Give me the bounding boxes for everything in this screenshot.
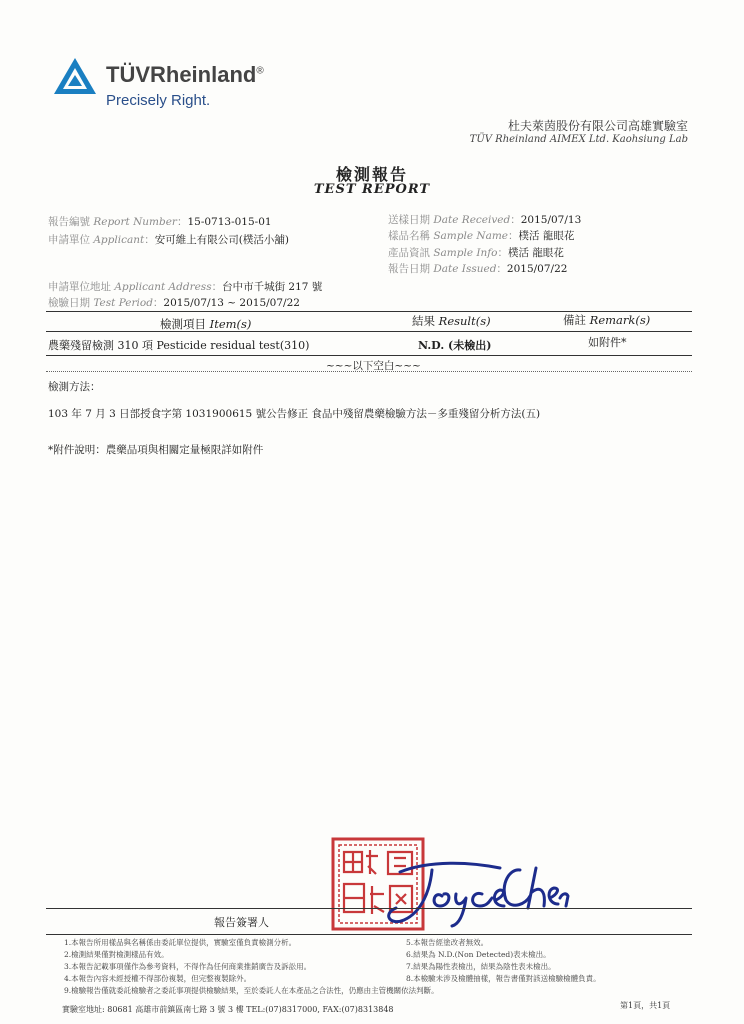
header-item: 檢測項目 Item(s): [160, 317, 252, 331]
handwritten-signature-icon: [360, 850, 570, 930]
test-period-field: 檢驗日期 Test Period：2015/07/13 ~ 2015/07/22: [48, 297, 300, 309]
sample-name-field: 樣品名稱 Sample Name：樸活 龍眼花: [388, 230, 575, 242]
tuv-logo-icon: [52, 56, 98, 96]
report-title-en: TEST REPORT: [313, 182, 431, 197]
footnote: 3.本報告記載事項僅作為參考資料，不得作為任何商業推銷廣告及訴訟用。: [64, 962, 312, 971]
table-header-rule: [46, 331, 692, 332]
footnote: 5.本報告經塗改者無效。: [406, 938, 489, 947]
table-row-rule: [46, 355, 692, 356]
lab-name-zh: 杜夫萊茵股份有限公司高雄實驗室: [507, 119, 688, 133]
report-title-zh: 檢測報告: [335, 165, 408, 184]
footnote: 4.本報告內容未經授權不得部份複製，但完整複製除外。: [64, 974, 252, 983]
footnote: 7.結果為陽性表檢出，結果為陰性表未檢出。: [406, 962, 556, 971]
brand-name: TÜVRheinland®: [106, 62, 264, 87]
date-received-value: 2015/07/13: [520, 214, 582, 226]
report-number-value: 15-0713-015-01: [187, 216, 272, 228]
report-number-field: 報告編號 Report Number：15-0713-015-01: [48, 216, 272, 228]
sample-info-value: 樸活 龍眼花: [508, 247, 564, 259]
method-heading: 檢測方法：: [48, 381, 101, 393]
row-remark: 如附件*: [588, 336, 627, 349]
footnote-9: 9.檢驗報告僅就委託檢驗者之委託事項提供檢驗結果，至於委託人在本產品之合法性，仍應由主管機關依法判斷。: [64, 986, 439, 995]
date-issued-field: 報告日期 Date Issued：2015/07/22: [388, 263, 568, 275]
footnote: 8.本檢驗未涉及檢體抽樣，報告書僅對該送檢驗檢體負責。: [406, 974, 601, 983]
brand-slogan: Precisely Right.: [106, 92, 211, 109]
date-received-field: 送樣日期 Date Received：2015/07/13: [388, 214, 582, 226]
applicant-address-field: 申請單位地址 Applicant Address：台中市千城街 217 號: [48, 281, 323, 293]
applicant-value: 安可維上有限公司(樸活小舖): [154, 234, 289, 246]
sample-name-value: 樸活 龍眼花: [518, 230, 575, 242]
lab-name-en: TÜV Rheinland AIMEX Ltd. Kaohsiung Lab: [469, 134, 688, 145]
header-remark: 備註 Remark(s): [563, 313, 651, 327]
test-period-value: 2015/07/13 ~ 2015/07/22: [163, 297, 300, 309]
blank-marker: ~~~以下空白~~~: [326, 360, 421, 372]
header-result: 結果 Result(s): [412, 314, 491, 328]
row-item: 農藥殘留檢測 310 項 Pesticide residual test(310): [48, 339, 310, 352]
attachment-note: *附件說明：農藥品項與相關定量極限詳如附件: [48, 444, 264, 456]
row-result: N.D. (未檢出): [418, 339, 492, 352]
signature-rule: [46, 908, 692, 909]
footnotes-left: [64, 937, 404, 985]
method-text: 103 年 7 月 3 日部授食字第 1031900615 號公告修正 食品中殘留農藥檢驗方法－多重殘留分析方法(五): [48, 408, 541, 420]
applicant-address-value: 台中市千城街 217 號: [222, 281, 323, 293]
applicant-field: 申請單位 Applicant：安可維上有限公司(樸活小舖): [48, 234, 289, 246]
sample-info-field: 產品資訊 Sample Info：樸活 龍眼花: [388, 247, 564, 259]
signer-label: 報告簽署人: [214, 916, 269, 929]
footnote: 6.結果為 N.D.(Non Detected)表未檢出。: [406, 950, 551, 959]
footnotes-rule: [46, 934, 692, 935]
table-bottom-rule: [46, 371, 692, 372]
footnotes-right: [406, 937, 696, 985]
lab-address: 實驗室地址: 80681 高雄市前鎮區南七路 3 號 3 樓 TEL:(07)8317000, FAX:(07)8313848: [62, 1005, 394, 1014]
footnote: 1.本報告所用樣品與名稱係由委託單位提供，實驗室僅負責檢測分析。: [64, 938, 297, 947]
page-number: 第1頁，共1頁: [620, 1001, 671, 1010]
date-issued-value: 2015/07/22: [506, 263, 568, 275]
footnote: 2.檢測結果僅對檢測樣品有效。: [64, 950, 169, 959]
